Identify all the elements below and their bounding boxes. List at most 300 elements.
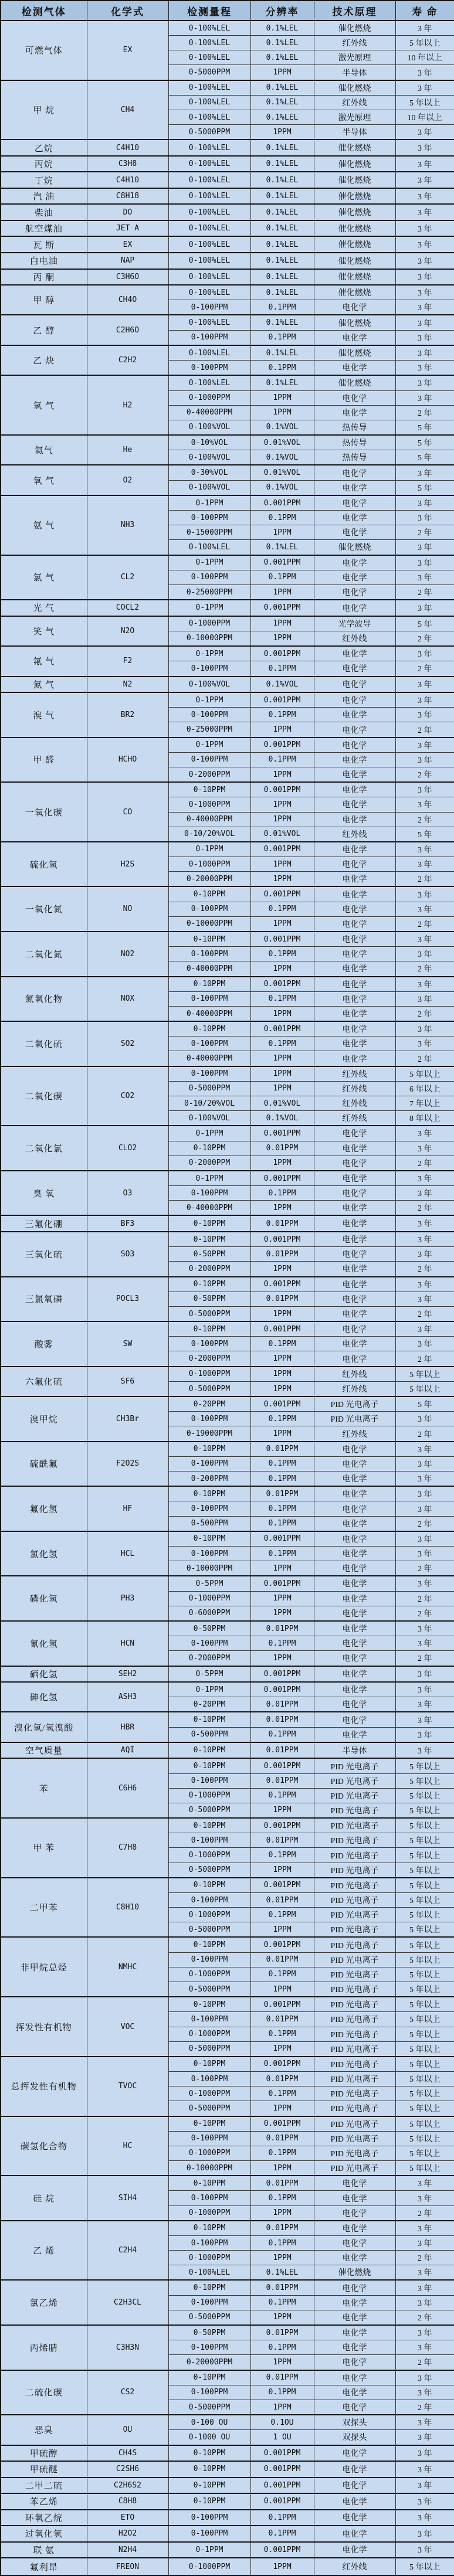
principle-cell: 电化学 [314, 2370, 395, 2385]
resolution-cell: 0.001PPM [250, 977, 314, 992]
resolution-cell: 0.01PPM [250, 1621, 314, 1636]
range-cell: 0-5000PPM [168, 2400, 250, 2415]
range-cell: 0-100PPM [168, 1547, 250, 1561]
gas-cell: 甲硫醇 [1, 2445, 87, 2462]
range-cell: 0-10PPM [168, 1712, 250, 1727]
resolution-cell: 0.1OU [250, 2415, 314, 2430]
gas-cell: 苯 [1, 1758, 87, 1818]
lifespan-cell: 2 年 [395, 2310, 454, 2325]
formula-cell: AQI [87, 1742, 168, 1759]
gas-cell: 可燃气体 [1, 21, 87, 80]
resolution-cell: 0.01PPM [250, 1697, 314, 1712]
range-cell: 0-100PPM [168, 1036, 250, 1051]
resolution-cell: 0.001PPM [250, 1818, 314, 1833]
formula-cell: H2O2 [87, 2526, 168, 2542]
lifespan-cell: 5 年以上 [395, 2057, 454, 2072]
lifespan-cell: 3 年 [395, 1215, 454, 1232]
table-row [1, 2370, 454, 2385]
lifespan-cell: 3 年 [395, 1742, 454, 1759]
principle-cell: 催化燃烧 [314, 172, 395, 188]
range-cell: 0-10000PPM [168, 1561, 250, 1576]
range-cell: 0-100%LEL [168, 204, 250, 220]
resolution-cell: 0.1%VOL [250, 677, 314, 693]
lifespan-cell: 3 年 [395, 1547, 454, 1561]
formula-cell: HCL [87, 1531, 168, 1576]
resolution-cell: 1PPM [250, 2205, 314, 2221]
resolution-cell: 1PPM [250, 1156, 314, 1171]
lifespan-cell: 2 年 [395, 961, 454, 977]
lifespan-cell: 3 年 [395, 646, 454, 661]
lifespan-cell: 3 年 [395, 1621, 454, 1636]
principle-cell: 双探头 [314, 2415, 395, 2430]
resolution-cell: 0.1%LEL [250, 172, 314, 188]
resolution-cell: 0.1%LEL [250, 269, 314, 286]
resolution-cell: 0.01PPM [250, 2131, 314, 2146]
resolution-cell: 0.001PPM [250, 1021, 314, 1036]
resolution-cell: 0.1%LEL [250, 375, 314, 390]
lifespan-cell: 3 年 [395, 511, 454, 525]
principle-cell: 电化学 [314, 1141, 395, 1156]
column-header-lifespan: 寿 命 [395, 1, 454, 21]
range-cell: 0-100%LEL [168, 345, 250, 361]
formula-cell: SO3 [87, 1232, 168, 1277]
range-cell: 0-1PPM [168, 495, 250, 511]
lifespan-cell: 3 年 [395, 330, 454, 345]
resolution-cell: 0.1PPM [250, 2526, 314, 2542]
principle-cell: 红外线 [314, 1381, 395, 1396]
gas-cell: 硫酰氟 [1, 1442, 87, 1487]
resolution-cell: 0.001PPM [250, 600, 314, 616]
lifespan-cell: 2 年 [395, 1201, 454, 1216]
principle-cell: 电化学 [314, 947, 395, 961]
principle-cell: 半导体 [314, 65, 395, 80]
lifespan-cell: 3 年 [395, 2478, 454, 2494]
formula-cell: HC [87, 2116, 168, 2176]
resolution-cell: 0.1PPM [250, 1967, 314, 1982]
range-cell: 0-10PPM [168, 1531, 250, 1547]
formula-cell: C8H10 [87, 1878, 168, 1938]
principle-cell: PID 光电离子 [314, 1833, 395, 1848]
lifespan-cell: 5 年以上 [395, 1367, 454, 1382]
table-row [1, 1021, 454, 1036]
range-cell: 0-100PPM [168, 361, 250, 376]
table-row [1, 1171, 454, 1186]
resolution-cell: 1PPM [250, 616, 314, 631]
range-cell: 0-2000PPM [168, 1156, 250, 1171]
range-cell: 0-100%LEL [168, 80, 250, 96]
range-cell: 0-10PPM [168, 2493, 250, 2510]
range-cell: 0-100%LEL [168, 285, 250, 300]
table-row [1, 1937, 454, 1952]
formula-cell: NOX [87, 977, 168, 1022]
lifespan-cell: 3 年 [395, 708, 454, 722]
gas-cell: 一氧化氮 [1, 886, 87, 932]
principle-cell: 电化学 [314, 2493, 395, 2510]
range-cell: 0-1000PPM [168, 2205, 250, 2221]
principle-cell: 催化燃烧 [314, 21, 395, 36]
formula-cell: FREON [87, 2558, 168, 2575]
resolution-cell: 1PPM [250, 584, 314, 600]
lifespan-cell: 10 年以上 [395, 110, 454, 125]
range-cell: 0-100PPM [168, 2236, 250, 2251]
resolution-cell: 0.1%LEL [250, 95, 314, 110]
principle-cell: 电化学 [314, 525, 395, 540]
gas-cell: 溴 气 [1, 692, 87, 738]
gas-cell: 丁烷 [1, 172, 87, 188]
resolution-cell: 0.1PPM [250, 2236, 314, 2251]
lifespan-cell: 2 年 [395, 631, 454, 646]
range-cell: 0-10PPM [168, 1141, 250, 1156]
principle-cell: PID 光电离子 [314, 1922, 395, 1938]
gas-cell: 磷化氢 [1, 1576, 87, 1621]
range-cell: 0-5PPM [168, 1576, 250, 1591]
principle-cell: 红外线 [314, 1066, 395, 1082]
lifespan-cell: 3 年 [395, 2176, 454, 2191]
principle-cell: 电化学 [314, 1456, 395, 1471]
resolution-cell: 1PPM [250, 125, 314, 140]
lifespan-cell: 5 年 [395, 827, 454, 842]
resolution-cell: 0.1PPM [250, 1636, 314, 1651]
gas-cell: 汽 油 [1, 188, 87, 205]
range-cell: 0-1000PPM [168, 390, 250, 405]
lifespan-cell: 3 年 [395, 21, 454, 36]
table-row [1, 1878, 454, 1893]
lifespan-cell: 3 年 [395, 465, 454, 480]
range-cell: 0-100%LEL [168, 50, 250, 65]
gas-cell: 硅 烷 [1, 2176, 87, 2221]
range-cell: 0-1000PPM [168, 1967, 250, 1982]
formula-cell: HCN [87, 1621, 168, 1666]
lifespan-cell: 3 年 [395, 932, 454, 947]
principle-cell: 电化学 [314, 708, 395, 722]
resolution-cell: 1PPM [250, 65, 314, 80]
lifespan-cell: 3 年 [395, 65, 454, 80]
range-cell: 0-100PPM [168, 1456, 250, 1471]
range-cell: 0-100PPM [168, 1636, 250, 1651]
lifespan-cell: 3 年 [395, 2430, 454, 2445]
gas-cell: 总挥发性有机物 [1, 2057, 87, 2116]
resolution-cell: 0.001PPM [250, 1171, 314, 1186]
resolution-cell: 1PPM [250, 1367, 314, 1382]
principle-cell: 电化学 [314, 2385, 395, 2400]
gas-cell: 丙 酮 [1, 269, 87, 286]
range-cell: 0-100%LEL [168, 172, 250, 188]
formula-cell: C7H8 [87, 1818, 168, 1878]
principle-cell: 催化燃烧 [314, 285, 395, 300]
resolution-cell: 1PPM [250, 812, 314, 827]
resolution-cell: 1PPM [250, 1803, 314, 1818]
range-cell: 0-100%LEL [168, 188, 250, 205]
formula-cell: VOC [87, 1997, 168, 2057]
range-cell: 0-10/20%VOL [168, 1096, 250, 1111]
formula-cell: C6H6 [87, 1758, 168, 1818]
resolution-cell: 0.001PPM [250, 782, 314, 797]
resolution-cell: 0.01%VOL [250, 435, 314, 450]
principle-cell: 催化燃烧 [314, 188, 395, 205]
resolution-cell: 0.1PPM [250, 2385, 314, 2400]
resolution-cell: 0.001PPM [250, 1758, 314, 1773]
table-row [1, 2445, 454, 2462]
lifespan-cell: 2 年 [395, 1591, 454, 1606]
table-row [1, 1818, 454, 1833]
resolution-cell: 0.001PPM [250, 555, 314, 570]
range-cell: 0-100%VOL [168, 420, 250, 435]
column-header-formula: 化学式 [87, 1, 168, 21]
resolution-cell: 0.1PPM [250, 2295, 314, 2310]
principle-cell: 电化学 [314, 480, 395, 495]
range-cell: 0-40000PPM [168, 405, 250, 420]
resolution-cell: 0.1%VOL [250, 420, 314, 435]
lifespan-cell: 3 年 [395, 600, 454, 616]
range-cell: 0-10PPM [168, 1818, 250, 1833]
resolution-cell: 0.1%LEL [250, 2265, 314, 2281]
lifespan-cell: 3 年 [395, 1442, 454, 1457]
table-row [1, 2510, 454, 2526]
formula-cell: F2 [87, 646, 168, 676]
lifespan-cell: 3 年 [395, 1277, 454, 1292]
formula-cell: N2 [87, 677, 168, 693]
lifespan-cell: 2 年 [395, 1516, 454, 1531]
formula-cell: DO [87, 204, 168, 220]
resolution-cell: 1PPM [250, 1982, 314, 1997]
range-cell: 0-1PPM [168, 692, 250, 708]
lifespan-cell: 3 年 [395, 2510, 454, 2526]
range-cell: 0-10000PPM [168, 916, 250, 932]
table-row [1, 1126, 454, 1141]
range-cell: 0-100PPM [168, 1412, 250, 1426]
range-cell: 0-10PPM [168, 2280, 250, 2295]
principle-cell: 电化学 [314, 1576, 395, 1591]
principle-cell: 催化燃烧 [314, 540, 395, 555]
resolution-cell: 0.01PPM [250, 1833, 314, 1848]
gas-cell: 臭 氧 [1, 1171, 87, 1216]
lifespan-cell: 3 年 [395, 300, 454, 315]
lifespan-cell: 2 年 [395, 1051, 454, 1066]
principle-cell: PID 光电离子 [314, 1937, 395, 1952]
formula-cell: O2 [87, 465, 168, 495]
principle-cell: 电化学 [314, 2236, 395, 2251]
range-cell: 0-10PPM [168, 1021, 250, 1036]
lifespan-cell: 3 年 [395, 1682, 454, 1697]
lifespan-cell: 3 年 [395, 2340, 454, 2355]
gas-cell: 硒化氢 [1, 1666, 87, 1683]
gas-cell: 乙 烯 [1, 2221, 87, 2281]
gas-cell: 氯 气 [1, 555, 87, 600]
range-cell: 0-2000PPM [168, 1351, 250, 1367]
principle-cell: 催化燃烧 [314, 204, 395, 220]
principle-cell: 电化学 [314, 2221, 395, 2236]
resolution-cell: 1PPM [250, 1863, 314, 1878]
principle-cell: 催化燃烧 [314, 269, 395, 286]
resolution-cell: 1PPM [250, 390, 314, 405]
formula-cell: SIH4 [87, 2176, 168, 2221]
lifespan-cell: 3 年 [395, 80, 454, 96]
range-cell: 0-10PPM [168, 1215, 250, 1232]
formula-cell: N2O [87, 616, 168, 646]
resolution-cell: 0.01PPM [250, 1952, 314, 1967]
gas-cell: 氮氧化物 [1, 977, 87, 1022]
table-row [1, 842, 454, 857]
formula-cell: CLO2 [87, 1126, 168, 1171]
lifespan-cell: 5 年以上 [395, 2072, 454, 2086]
table-row [1, 2526, 454, 2542]
lifespan-cell: 10 年以上 [395, 50, 454, 65]
resolution-cell: 1PPM [250, 631, 314, 646]
resolution-cell: 0.1PPM [250, 2027, 314, 2041]
range-cell: 0-20000PPM [168, 2355, 250, 2370]
lifespan-cell: 3 年 [395, 1456, 454, 1471]
formula-cell: C3H3N [87, 2325, 168, 2370]
principle-cell: 电化学 [314, 661, 395, 677]
lifespan-cell: 3 年 [395, 2325, 454, 2340]
principle-cell: 红外线 [314, 2558, 395, 2575]
table-row [1, 1742, 454, 1759]
lifespan-cell: 3 年 [395, 2280, 454, 2295]
resolution-cell: 0.1%LEL [250, 236, 314, 253]
range-cell: 0-100PPM [168, 2385, 250, 2400]
formula-cell: He [87, 435, 168, 465]
principle-cell: PID 光电离子 [314, 2057, 395, 2072]
resolution-cell: 0.1PPM [250, 1036, 314, 1051]
formula-cell: BR2 [87, 692, 168, 738]
lifespan-cell: 3 年 [395, 236, 454, 253]
range-cell: 0-1000PPM [168, 2086, 250, 2101]
lifespan-cell: 3 年 [395, 2415, 454, 2430]
formula-cell: H2S [87, 842, 168, 887]
range-cell: 0-100%LEL [168, 269, 250, 286]
range-cell: 0-10PPM [168, 1758, 250, 1773]
principle-cell: 电化学 [314, 767, 395, 782]
principle-cell: 红外线 [314, 1081, 395, 1096]
principle-cell: 电化学 [314, 1321, 395, 1337]
principle-cell: 电化学 [314, 2191, 395, 2205]
gas-cell: 丙烷 [1, 156, 87, 172]
range-cell: 0-5000PPM [168, 1982, 250, 1997]
principle-cell: 电化学 [314, 1486, 395, 1501]
lifespan-cell: 3 年 [395, 495, 454, 511]
range-cell: 0-1000PPM [168, 1908, 250, 1922]
table-row [1, 2057, 454, 2072]
principle-cell: 电化学 [314, 812, 395, 827]
resolution-cell: 0.001PPM [250, 1126, 314, 1141]
resolution-cell: 0.01PPM [250, 2221, 314, 2236]
resolution-cell: 0.1PPM [250, 511, 314, 525]
lifespan-cell: 5 年以上 [395, 1773, 454, 1788]
principle-cell: 电化学 [314, 1292, 395, 1306]
range-cell: 0-10PPM [168, 2057, 250, 2072]
range-cell: 0-100PPM [168, 2295, 250, 2310]
resolution-cell: 1PPM [250, 405, 314, 420]
range-cell: 0-100%LEL [168, 220, 250, 237]
lifespan-cell: 3 年 [395, 677, 454, 693]
principle-cell: 电化学 [314, 1561, 395, 1576]
table-row [1, 375, 454, 390]
range-cell: 0-10PPM [168, 2445, 250, 2462]
resolution-cell: 0.01PPM [250, 1247, 314, 1262]
principle-cell: 电化学 [314, 1277, 395, 1292]
gas-cell: 二氧化氯 [1, 1126, 87, 1171]
lifespan-cell: 3 年 [395, 738, 454, 753]
formula-cell: C3H6O [87, 269, 168, 286]
lifespan-cell: 5 年以上 [395, 1788, 454, 1803]
formula-cell: NO [87, 886, 168, 932]
resolution-cell: 0.001PPM [250, 2493, 314, 2510]
principle-cell: 红外线 [314, 1096, 395, 1111]
formula-cell: NAP [87, 253, 168, 269]
range-cell: 0-100%LEL [168, 36, 250, 50]
table-row [1, 1066, 454, 1082]
lifespan-cell: 3 年 [395, 782, 454, 797]
range-cell: 0-500PPM [168, 1727, 250, 1742]
principle-cell: 红外线 [314, 1426, 395, 1442]
resolution-cell: 0.1PPM [250, 1501, 314, 1516]
lifespan-cell: 3 年 [395, 1126, 454, 1141]
principle-cell: 热传导 [314, 435, 395, 450]
range-cell: 0-100PPM [168, 1952, 250, 1967]
range-cell: 0-10PPM [168, 1232, 250, 1247]
gas-cell: 甲硫醚 [1, 2461, 87, 2478]
resolution-cell: 0.001PPM [250, 2542, 314, 2558]
table-row [1, 269, 454, 286]
resolution-cell: 1PPM [250, 2400, 314, 2415]
lifespan-cell: 5 年以上 [395, 1381, 454, 1396]
principle-cell: 电化学 [314, 300, 395, 315]
resolution-cell: 0.01PPM [250, 2176, 314, 2191]
gas-cell: 三氟化硼 [1, 1215, 87, 1232]
principle-cell: 电化学 [314, 2526, 395, 2542]
resolution-cell: 0.01%VOL [250, 1096, 314, 1111]
lifespan-cell: 3 年 [395, 269, 454, 286]
table-row [1, 188, 454, 205]
range-cell: 0-100PPM [168, 1066, 250, 1082]
resolution-cell: 0.001PPM [250, 1321, 314, 1337]
range-cell: 0-100PPM [168, 1893, 250, 1908]
principle-cell: PID 光电离子 [314, 1878, 395, 1893]
gas-cell: 环氧乙烷 [1, 2510, 87, 2526]
formula-cell: SO2 [87, 1021, 168, 1066]
table-row [1, 435, 454, 450]
principle-cell: 电化学 [314, 1501, 395, 1516]
principle-cell: PID 光电离子 [314, 1863, 395, 1878]
range-cell: 0-1PPM [168, 738, 250, 753]
principle-cell: 电化学 [314, 405, 395, 420]
principle-cell: 热传导 [314, 420, 395, 435]
resolution-cell: 1PPM [250, 2161, 314, 2176]
principle-cell: 电化学 [314, 1337, 395, 1351]
resolution-cell: 1PPM [250, 722, 314, 738]
lifespan-cell: 3 年 [395, 220, 454, 237]
range-cell: 0-2000PPM [168, 1651, 250, 1666]
gas-cell: 一氧化碳 [1, 782, 87, 842]
gas-cell: 二甲苯 [1, 1878, 87, 1938]
gas-cell: 氨 气 [1, 495, 87, 555]
lifespan-cell: 2 年 [395, 584, 454, 600]
formula-cell: C2SH6 [87, 2461, 168, 2478]
range-cell: 0-10PPM [168, 1277, 250, 1292]
lifespan-cell: 3 年 [395, 1337, 454, 1351]
lifespan-cell: 3 年 [395, 1576, 454, 1591]
lifespan-cell: 3 年 [395, 1636, 454, 1651]
range-cell: 0-1PPM [168, 646, 250, 661]
principle-cell: 双探头 [314, 2430, 395, 2445]
range-cell: 0-10PPM [168, 2478, 250, 2494]
resolution-cell: 1PPM [250, 872, 314, 887]
resolution-cell: 0.1%LEL [250, 253, 314, 269]
gas-cell: 氦气 [1, 435, 87, 465]
range-cell: 0-1000PPM [168, 2251, 250, 2265]
lifespan-cell: 3 年 [395, 172, 454, 188]
formula-cell: C3H8 [87, 156, 168, 172]
